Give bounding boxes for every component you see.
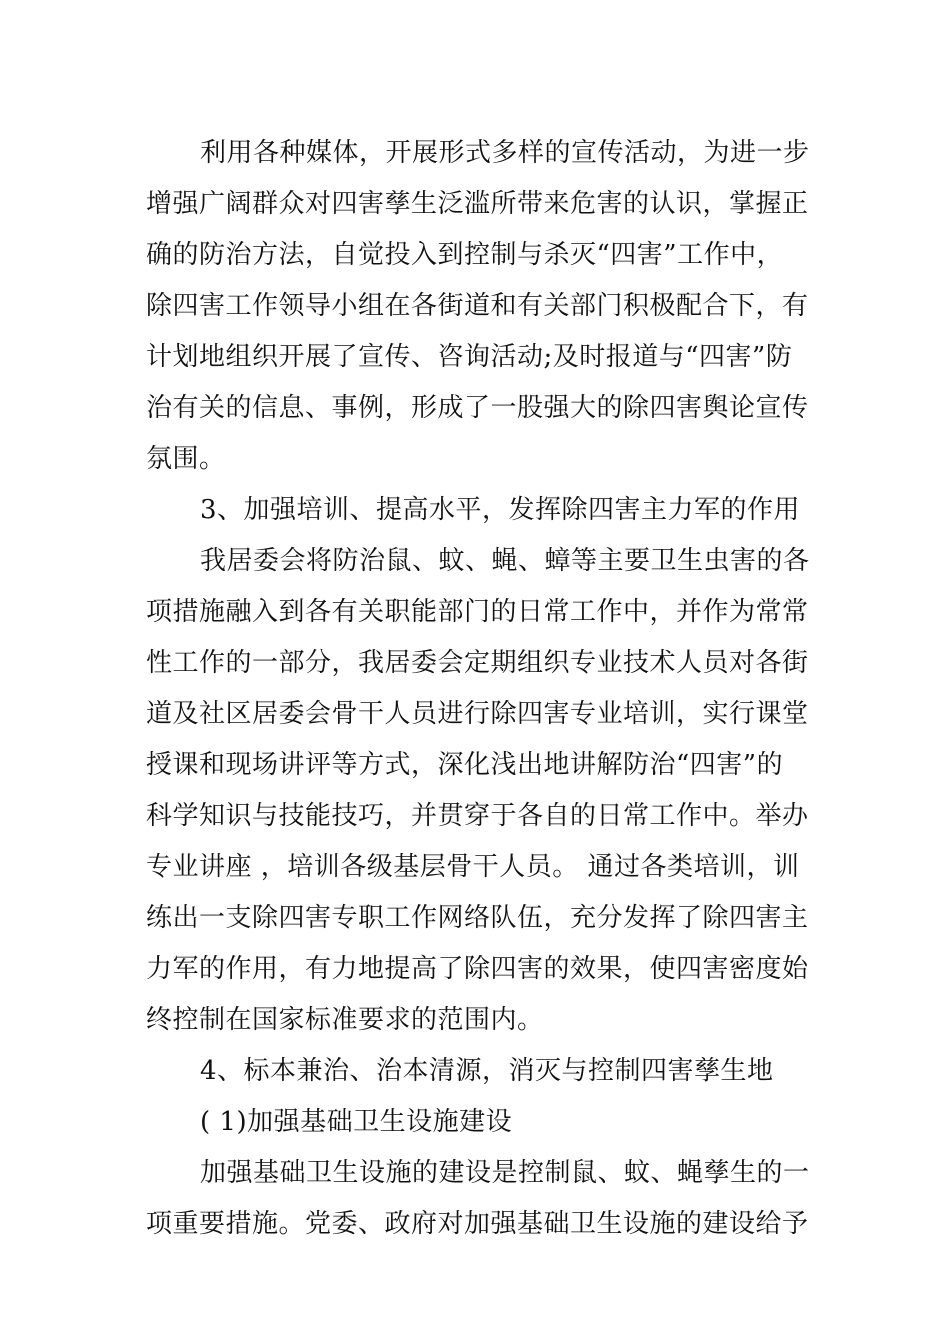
paragraph-line: 增强广阔群众对四害孳生泛滥所带来危害的认识，掌握正 bbox=[146, 189, 809, 219]
section-heading: 4、标本兼治、治本清源，消灭与控制四害孳生地 bbox=[200, 1056, 774, 1086]
paragraph-line: 确的防治方法，自觉投入到控制与杀灭“四害”工作中， bbox=[146, 240, 784, 270]
paragraph-line: 专业讲座 ，培训各级基层骨干人员。 通过各类培训，训 bbox=[146, 852, 800, 882]
paragraph-line: 我居委会将防治鼠、蚊、蝇、蟑等主要卫生虫害的各 bbox=[200, 546, 810, 576]
paragraph-line: 项措施融入到各有关职能部门的日常工作中，并作为常常 bbox=[146, 597, 809, 627]
document-body bbox=[146, 128, 810, 1250]
paragraph-line: 性工作的一部分，我居委会定期组织专业技术人员对各街 bbox=[146, 648, 809, 678]
paragraph-line: 授课和现场讲评等方式，深化浅出地讲解防治“四害”的 bbox=[146, 750, 784, 780]
section-heading: 3、加强培训、提高水平，发挥除四害主力军的作用 bbox=[200, 495, 801, 525]
paragraph-line: 力军的作用，有力地提高了除四害的效果，使四害密度始 bbox=[146, 954, 809, 984]
paragraph-line: 除四害工作领导小组在各街道和有关部门积极配合下，有 bbox=[146, 291, 809, 321]
paragraph-line: 终控制在国家标准要求的范围内。 bbox=[146, 1005, 544, 1035]
paragraph-line: 治有关的信息、事例，形成了一股强大的除四害舆论宣传 bbox=[146, 393, 809, 423]
subsection-heading: ( 1)加强基础卫生设施建设 bbox=[200, 1107, 513, 1137]
paragraph-line: 氛围。 bbox=[146, 444, 226, 474]
paragraph-line: 计划地组织开展了宣传、咨询活动;及时报道与“四害”防 bbox=[146, 342, 793, 372]
paragraph-line: 科学知识与技能技巧，并贯穿于各自的日常工作中。举办 bbox=[146, 801, 809, 831]
paragraph-line: 利用各种媒体，开展形式多样的宣传活动，为进一步 bbox=[200, 138, 810, 168]
paragraph-line: 练出一支除四害专职工作网络队伍，充分发挥了除四害主 bbox=[146, 903, 809, 933]
paragraph-line: 项重要措施。党委、政府对加强基础卫生设施的建设给予 bbox=[146, 1209, 809, 1239]
paragraph-line: 加强基础卫生设施的建设是控制鼠、蚊、蝇孳生的一 bbox=[200, 1158, 810, 1188]
paragraph-line: 道及社区居委会骨干人员进行除四害专业培训，实行课堂 bbox=[146, 699, 809, 729]
